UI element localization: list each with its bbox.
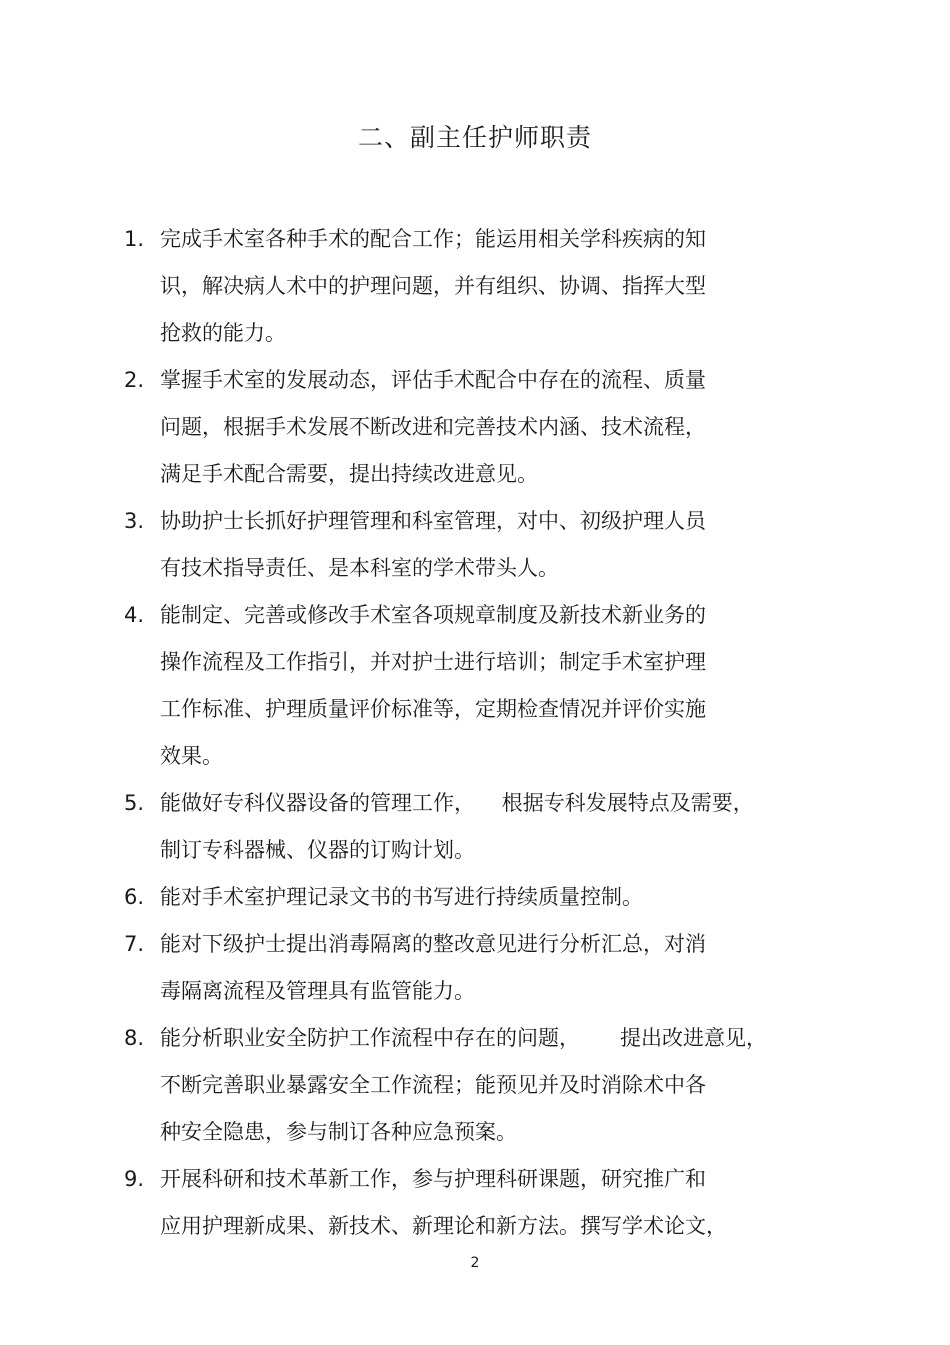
- item-text: [160, 780, 824, 874]
- item-text-line: 能制定、完善或修改手术室各项规章制度及新技术新业务的: [160, 603, 706, 627]
- item-text-line: 开展科研和技术革新工作，参与护理科研课题，研究推广和: [160, 1167, 706, 1191]
- item-number: 5.: [124, 791, 145, 815]
- item-text-line: 毒隔离流程及管理具有监管能力。: [160, 979, 475, 1003]
- item-number: 3.: [124, 509, 145, 533]
- item-text: [160, 1156, 824, 1250]
- item-text-line: 掌握手术室的发展动态，评估手术配合中存在的流程、质量: [160, 368, 706, 392]
- list-item-6: [124, 874, 824, 921]
- list-item-7: [124, 921, 824, 1015]
- item-text: [160, 216, 824, 357]
- item-number: 6.: [124, 885, 145, 909]
- item-text-line: 工作标准、护理质量评价标准等，定期检查情况并评价实施: [160, 697, 706, 721]
- list-item-8: [124, 1015, 824, 1156]
- item-text: [160, 921, 824, 1015]
- item-text-line: 问题，根据手术发展不断改进和完善技术内涵、技术流程，: [160, 415, 706, 439]
- page-number: 2: [470, 1255, 480, 1271]
- item-number: 4.: [124, 603, 145, 627]
- item-text-line: 应用护理新成果、新技术、新理论和新方法。撰写学术论文，: [160, 1214, 727, 1238]
- item-text: [160, 357, 824, 498]
- list-item-5: [124, 780, 824, 874]
- item-number: 1.: [124, 227, 145, 251]
- item-text-line: 能对下级护士提出消毒隔离的整改意见进行分析汇总，对消: [160, 932, 706, 956]
- list-item-4: [124, 592, 824, 780]
- item-text-line: 不断完善职业暴露安全工作流程；能预见并及时消除术中各: [160, 1073, 706, 1097]
- page-title: 二、副主任护师职责: [357, 123, 592, 152]
- item-text-line: 完成手术室各种手术的配合工作；能运用相关学科疾病的知: [160, 227, 706, 251]
- item-text-line: 制订专科器械、仪器的订购计划。: [160, 838, 475, 862]
- item-text-line: 抢救的能力。: [160, 321, 286, 345]
- item-text-line: 种安全隐患，参与制订各种应急预案。: [160, 1120, 517, 1144]
- item-text: [160, 498, 824, 592]
- list-item-2: [124, 357, 824, 498]
- item-text-line: 能对手术室护理记录文书的书写进行持续质量控制。: [160, 885, 643, 909]
- item-text-line: 能分析职业安全防护工作流程中存在的问题， 提出改进意见，: [160, 1026, 768, 1050]
- item-text-line: 有技术指导责任、是本科室的学术带头人。: [160, 556, 559, 580]
- item-text-line: 能做好专科仪器设备的管理工作， 根据专科发展特点及需要，: [160, 791, 754, 815]
- item-text-line: 协助护士长抓好护理管理和科室管理，对中、初级护理人员: [160, 509, 706, 533]
- item-text: [160, 592, 824, 780]
- list-item-1: [124, 216, 824, 357]
- item-text-line: 满足手术配合需要，提出持续改进意见。: [160, 462, 538, 486]
- list-item-3: [124, 498, 824, 592]
- item-text: [160, 1015, 824, 1156]
- item-text-line: 操作流程及工作指引，并对护士进行培训；制定手术室护理: [160, 650, 706, 674]
- item-text-line: 识，解决病人术中的护理问题，并有组织、协调、指挥大型: [160, 274, 706, 298]
- duty-list: [124, 216, 824, 1250]
- item-number: 9.: [124, 1167, 145, 1191]
- item-number: 7.: [124, 932, 145, 956]
- list-item-9: [124, 1156, 824, 1250]
- item-number: 2.: [124, 368, 145, 392]
- item-text-line: 效果。: [160, 744, 223, 768]
- item-number: 8.: [124, 1026, 145, 1050]
- item-text: [160, 874, 824, 921]
